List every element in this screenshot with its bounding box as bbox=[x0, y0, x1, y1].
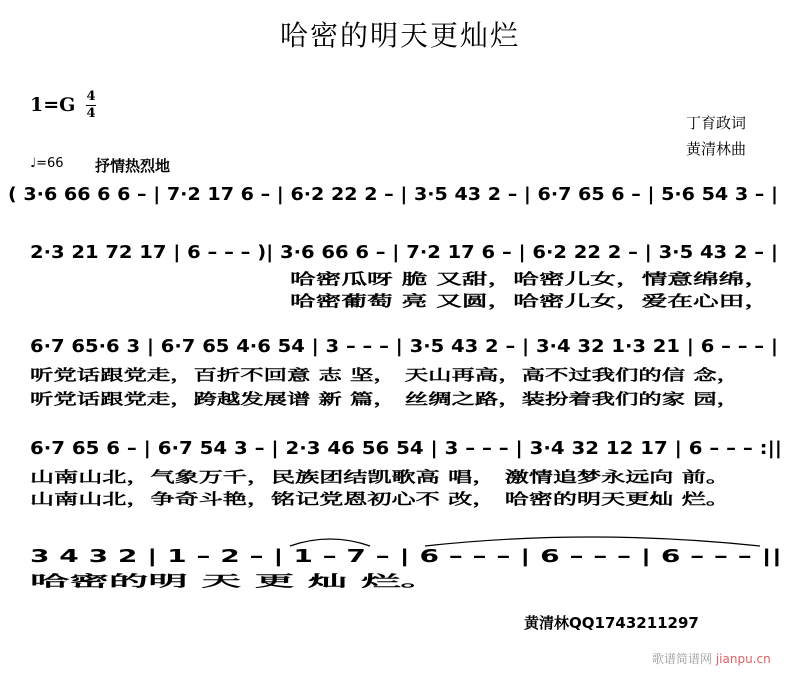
lyric-text-5-1: 哈密的明 天 更 灿 烂。 bbox=[30, 572, 441, 590]
author-contact: 黄清林QQ1743211297 bbox=[524, 614, 699, 632]
notation-text-3: 6·7 65·6 3 | 6·7 65 4·6 54 | 3 – – – | 3·5 43 2 – | 3·4 32 1·3 21 | 6 – – – | bbox=[30, 336, 778, 357]
tie-arc bbox=[290, 539, 370, 546]
lyrics-line-3-verse-2 bbox=[0, 388, 800, 410]
watermark bbox=[652, 650, 771, 667]
lyric-text-2-2: 哈密葡萄 亮 又圆，哈密儿女，爱在心田， bbox=[290, 292, 571, 310]
notation-text-1: ( 3·6 66 6 6 – | 7·2 17 6 – | 6·2 22 2 – | 3·5 43 2 – | 6·7 65 6 – | 5·6 54 3 – | bbox=[8, 184, 778, 205]
lyric-text-2-1: 哈密瓜呀 脆 又甜，哈密儿女，情意绵绵， bbox=[290, 270, 571, 288]
notation-line-3 bbox=[0, 322, 800, 370]
lyricist-credit: 丁育政词 bbox=[686, 114, 747, 132]
notation-text-4: 6·7 65 6 – | 6·7 54 3 – | 2·3 46 56 54 | 3 – – – | 3·4 32 12 17 | 6 – – – :|| bbox=[30, 438, 782, 459]
notation-line-4 bbox=[0, 424, 800, 472]
lyric-text-3-1: 听党话跟党走，百折不回意 志 坚， 天山再高，高不过我们的信 念， bbox=[30, 366, 486, 384]
lyrics-line-5 bbox=[0, 570, 800, 592]
lyrics-line-3-verse-1 bbox=[0, 364, 800, 386]
watermark-url: jianpu.cn bbox=[715, 652, 771, 666]
time-signature-bottom: 4 bbox=[86, 106, 96, 121]
tempo-mark: ♩=66 bbox=[30, 156, 64, 171]
lyric-text-4-1: 山南山北，气象万千，民族团结凯歌高 唱， 激情追梦永远向 前。 bbox=[30, 468, 466, 486]
slur-arc bbox=[425, 537, 760, 546]
lyrics-line-2-verse-1 bbox=[0, 268, 800, 290]
time-signature bbox=[86, 90, 96, 121]
lyric-text-3-2: 听党话跟党走，跨越发展谱 新 篇， 丝绸之路，装扮着我们的家 园， bbox=[30, 390, 486, 408]
composer-credit: 黄清林曲 bbox=[686, 140, 747, 158]
notation-line-1 bbox=[0, 170, 800, 218]
watermark-text: 歌谱简谱网 bbox=[652, 652, 713, 666]
expression-mark: 抒情热烈地 bbox=[95, 157, 171, 175]
time-signature-top: 4 bbox=[86, 89, 96, 104]
lyric-text-4-2: 山南山北，争奇斗艳，铭记党恩初心不 改， 哈密的明天更灿 烂。 bbox=[30, 490, 466, 508]
key-signature: 1=G bbox=[30, 94, 76, 116]
notation-text-5: 3 4 3 2 | 1 – 2 – | 1 – 7 – | 6 – – – | 6 – – – | 6 – – – || bbox=[30, 546, 782, 567]
song-title: 哈密的明天更灿烂 bbox=[279, 19, 520, 52]
lyrics-line-4-verse-1 bbox=[0, 466, 800, 488]
lyrics-line-4-verse-2 bbox=[0, 488, 800, 510]
notation-text-2: 2·3 21 72 17 | 6 – – – )| 3·6 66 6 – | 7·2 17 6 – | 6·2 22 2 – | 3·5 43 2 – | bbox=[30, 242, 778, 263]
lyrics-line-2-verse-2 bbox=[0, 290, 800, 312]
